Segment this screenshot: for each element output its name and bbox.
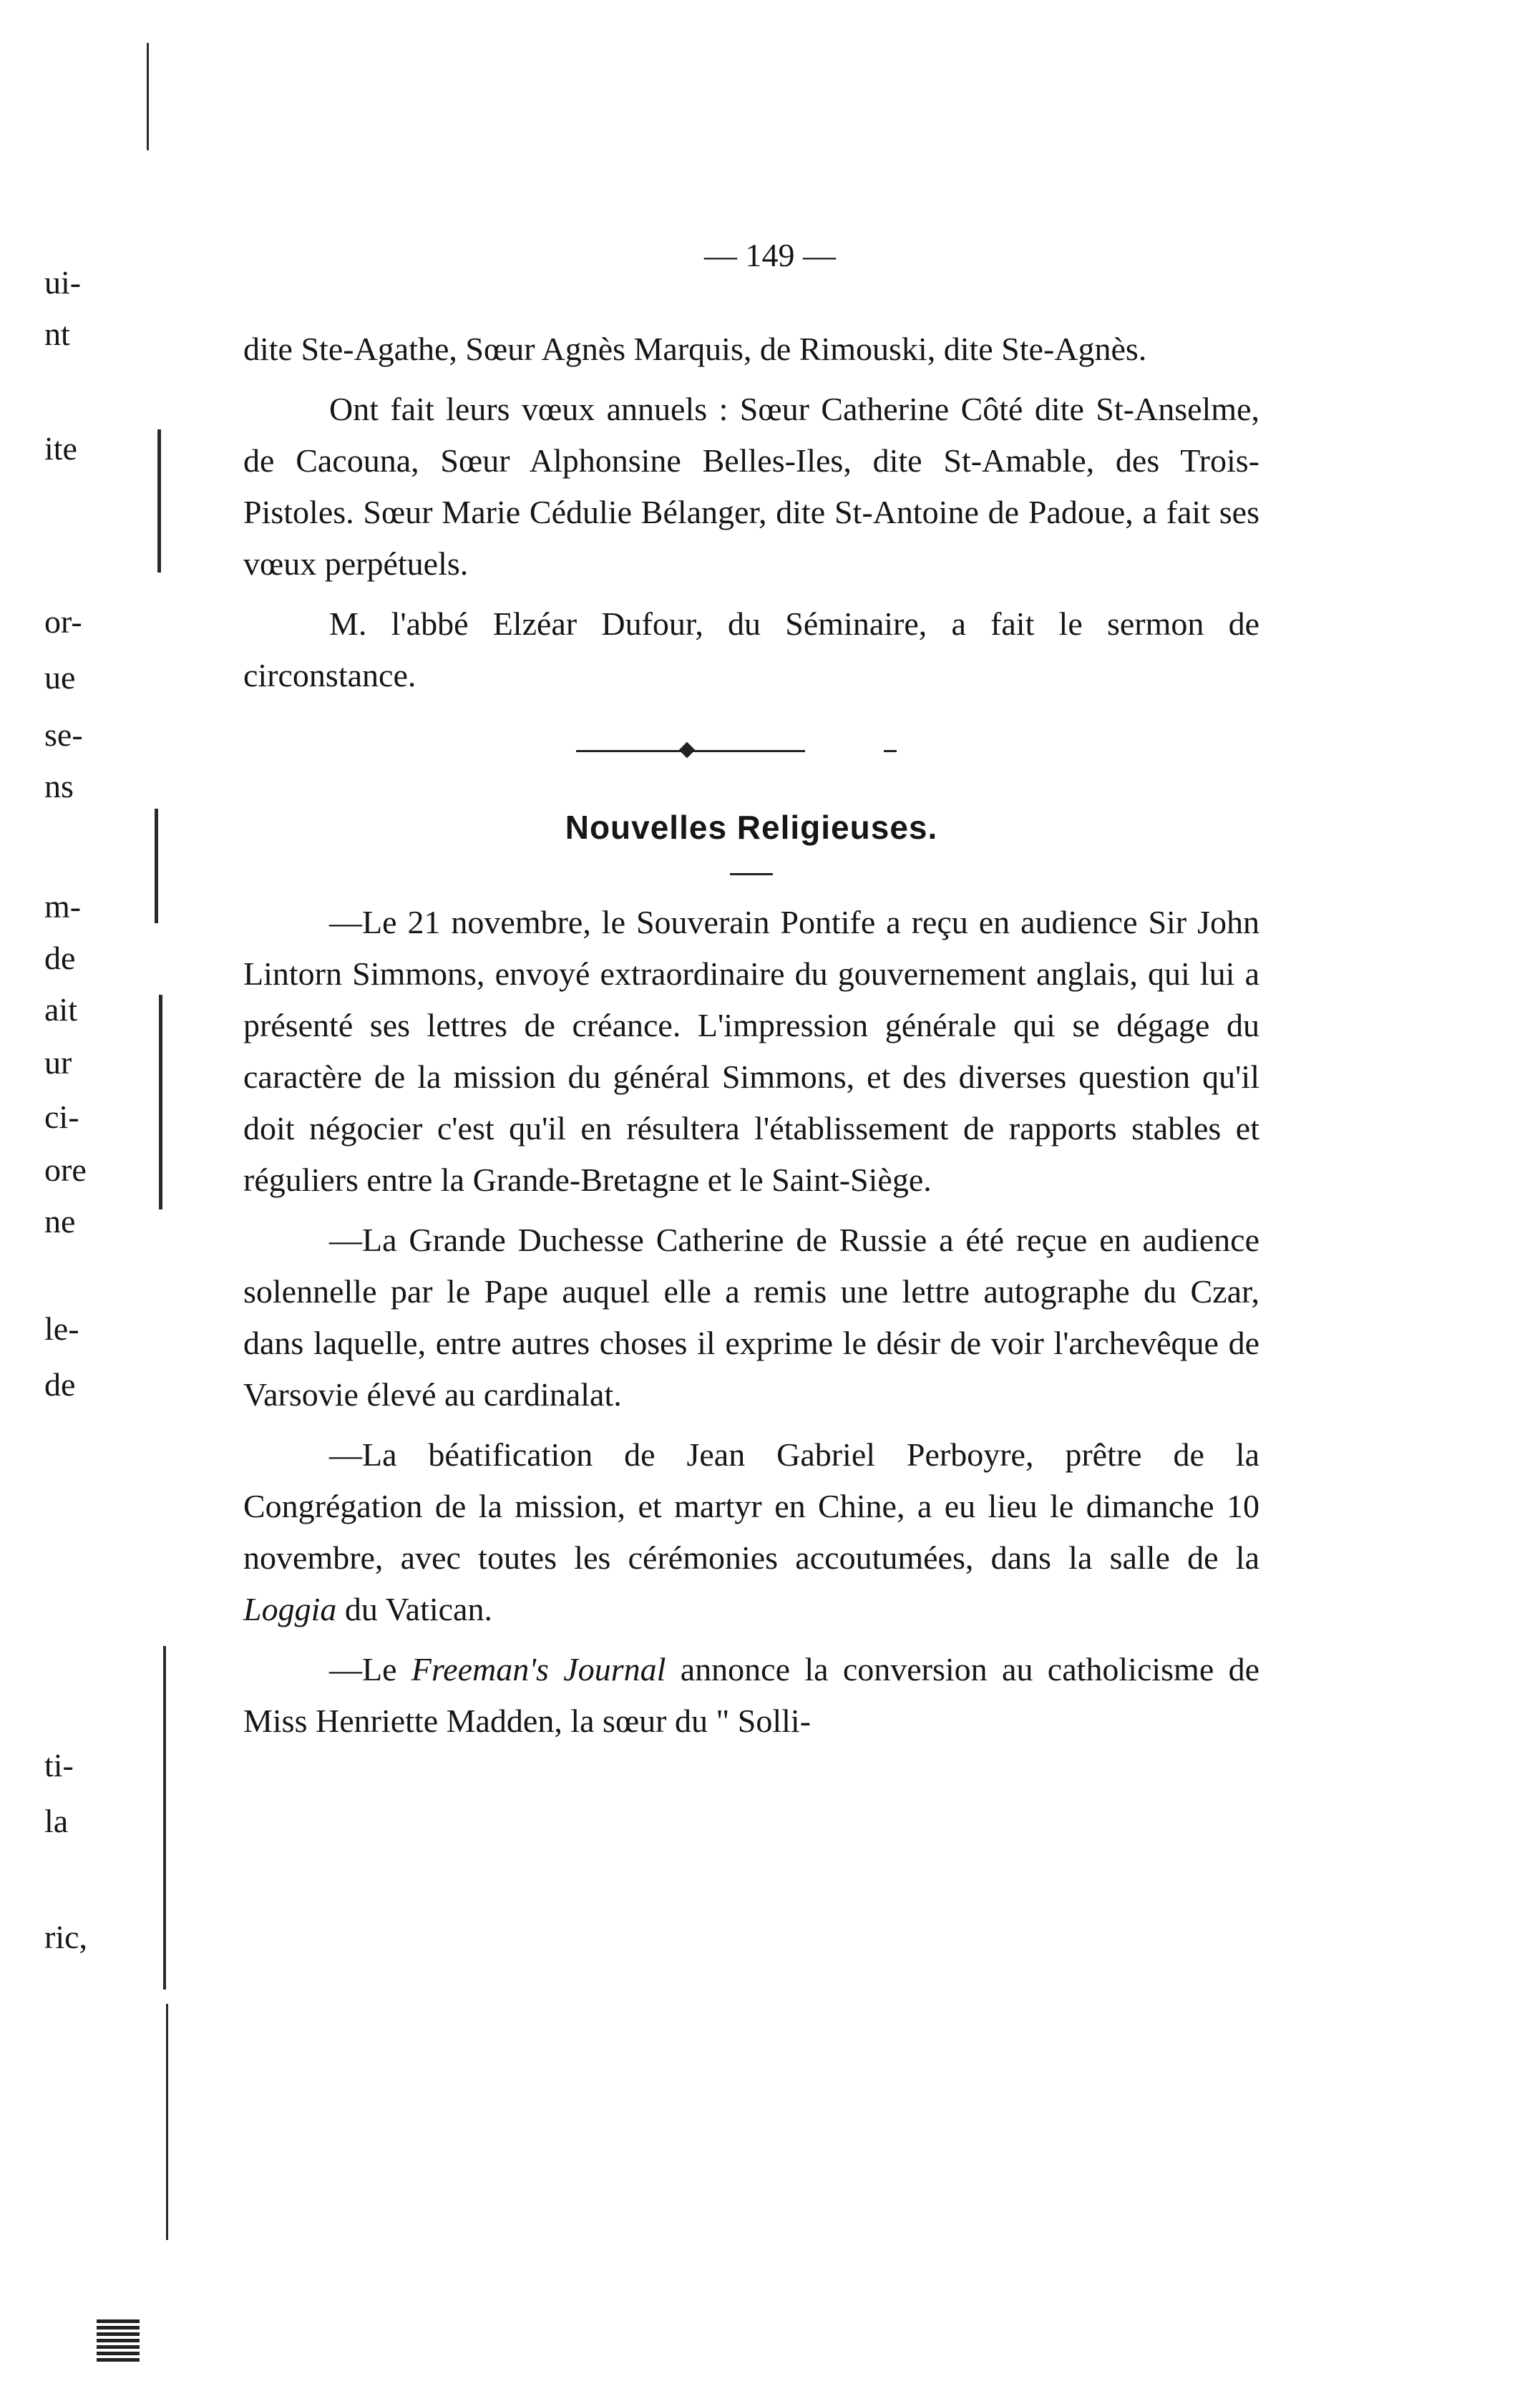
news-text: annonce la conversion au catholicisme de Miss Henriette Madden, la sœur du " Solli-	[243, 1651, 1260, 1739]
divider-diamond	[679, 742, 696, 759]
news-text: —La béatification de Jean Gabriel Perboyre, prêtre de la Congrégation de la mission, et martyr en Chine, a eu lieu le dimanche 10 novembre, avec toutes les cérémonies accoutumées, dans la salle de la	[243, 1436, 1259, 1576]
margin-fragment: le-	[44, 1310, 79, 1347]
italic-term: Loggia	[243, 1591, 337, 1627]
margin-fragment: ci-	[44, 1099, 79, 1135]
margin-fragment: ui-	[44, 264, 82, 301]
gutter-line	[166, 2004, 168, 2240]
margin-fragment: ait	[44, 991, 77, 1028]
news-text: —Le	[329, 1651, 411, 1688]
news-item: —La Grande Duchesse Catherine de Russie a été reçue en audience solennelle par le Pape auquel elle a remis une lettre autographe du Czar, dans laquelle, entre autres choses il exprime le désir de voir l'archevêque de Varsovie élevé au cardinalat.	[243, 1222, 1259, 1413]
gutter-line	[163, 1646, 166, 1990]
margin-fragment: la	[44, 1803, 69, 1839]
margin-fragment: ite	[44, 430, 77, 467]
paragraph: dite Ste-Agathe, Sœur Agnès Marquis, de Rimouski, dite Ste-Agnès.	[243, 331, 1147, 367]
margin-fragment: ue	[44, 659, 76, 696]
margin-fragment: nt	[44, 316, 70, 352]
gutter-line	[159, 995, 162, 1209]
left-margin-fragments	[0, 0, 143, 2381]
news-item	[243, 1429, 1259, 1635]
margin-fragment: se-	[44, 716, 83, 753]
news-item: —Le 21 novembre, le Souverain Pontife a reçu en audience Sir John Lintorn Simmons, envoyé extraordinaire du gouvernement anglais, qui lui a présenté ses lettres de créance. L'impression générale qui se dégage du caractère de la mission du général Simmons, et des diverses question qu'il doit négocier c'est qu'il en résultera l'établissement de rapports stables et réguliers entre la Grande-Bretagne et le Saint-Siège.	[243, 904, 1259, 1198]
divider-dash	[884, 750, 897, 752]
margin-fragment: ore	[44, 1151, 87, 1188]
margin-fragment: or-	[44, 603, 82, 640]
news-item	[243, 1644, 1259, 1747]
margin-fragment: ne	[44, 1203, 76, 1240]
news-text: du Vatican.	[336, 1591, 492, 1627]
section-divider	[243, 730, 1259, 773]
corner-mark	[97, 2319, 140, 2362]
gutter-line	[147, 43, 149, 150]
margin-fragment: ur	[44, 1044, 72, 1081]
italic-term: Freeman's Journal	[411, 1651, 666, 1688]
margin-fragment: de	[44, 1366, 76, 1403]
gutter-line	[157, 429, 161, 573]
margin-fragment: m-	[44, 888, 82, 925]
margin-fragment: de	[44, 940, 76, 976]
paragraph: M. l'abbé Elzéar Dufour, du Séminaire, a fait le sermon de circonstance.	[243, 605, 1259, 693]
margin-fragment: ric,	[44, 1919, 88, 1955]
margin-fragment: ns	[44, 768, 74, 804]
page-number: — 149 —	[704, 237, 836, 273]
gutter-line	[155, 809, 158, 923]
text-block	[243, 323, 1259, 1747]
margin-fragment: ti-	[44, 1747, 74, 1783]
title-rule	[730, 873, 773, 875]
paragraph: Ont fait leurs vœux annuels : Sœur Catherine Côté dite St-Anselme, de Cacouna, Sœur Alphonsine Belles-Iles, dite St-Amable, des Trois-Pistoles. Sœur Marie Cédulie Bélanger, dite St-Antoine de Padoue, a fait ses vœux perpétuels.	[243, 391, 1259, 582]
section-title: Nouvelles Religieuses.	[565, 809, 938, 846]
